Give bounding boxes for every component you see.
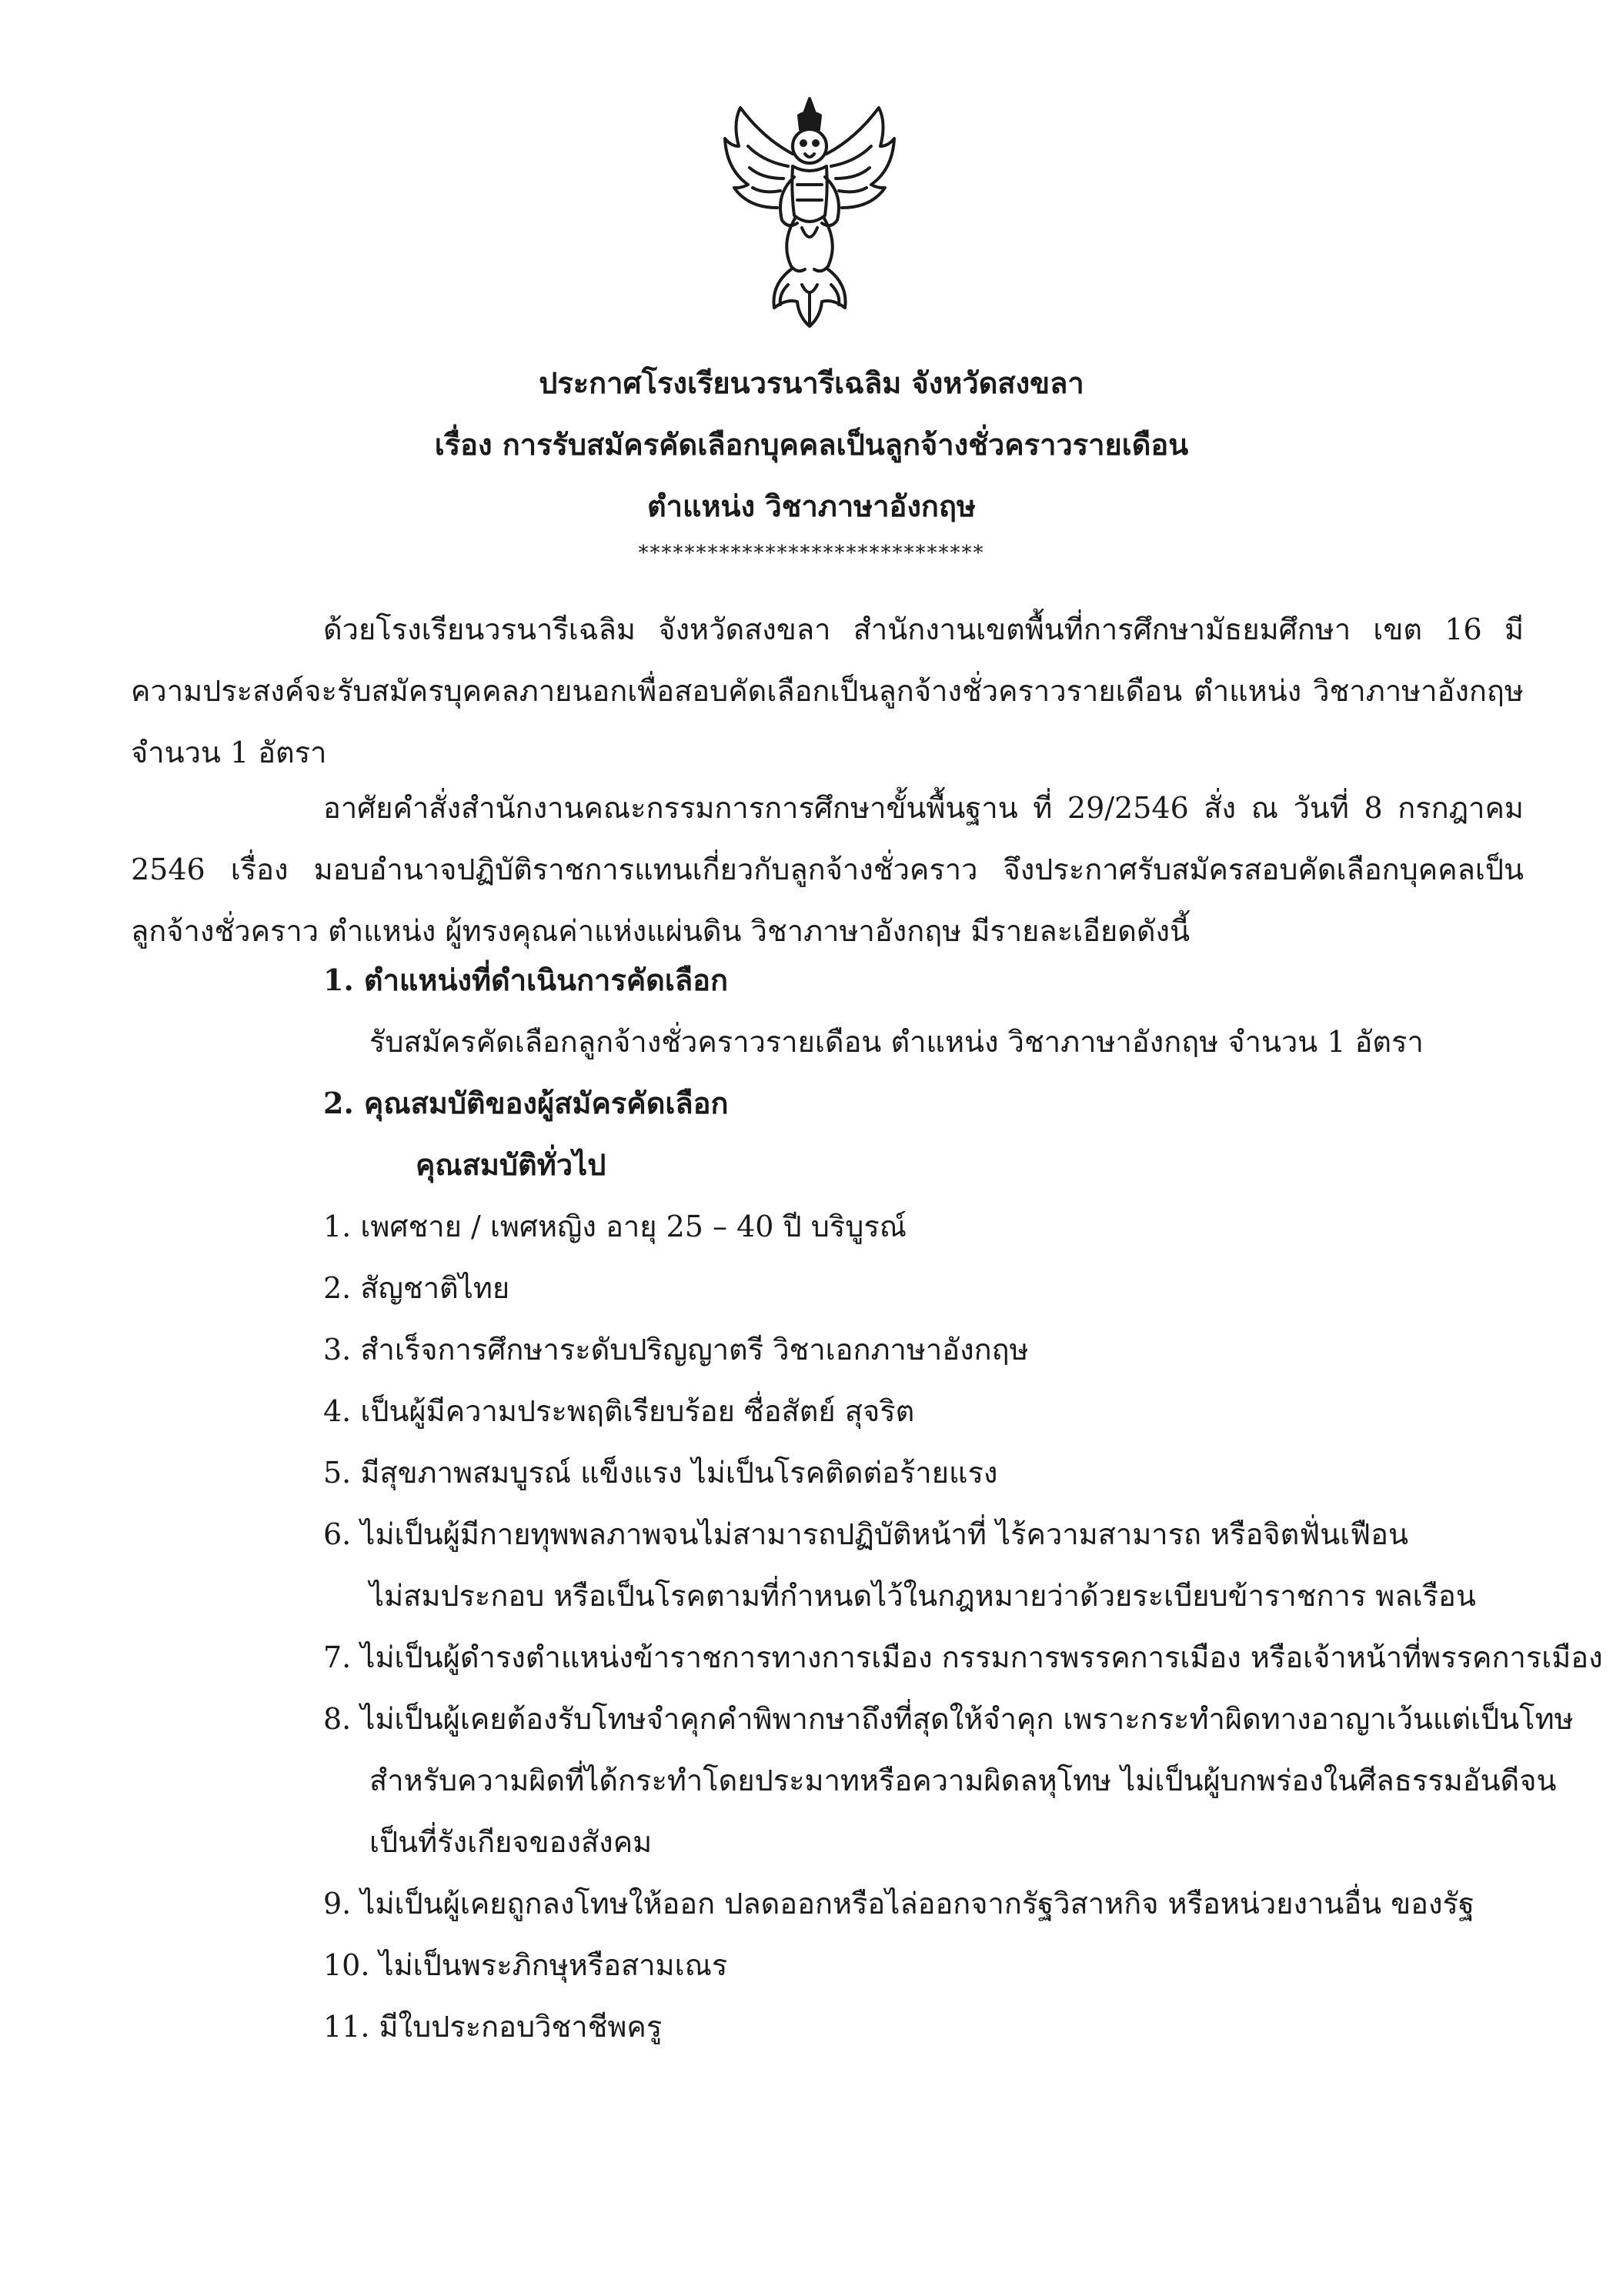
section-2-subtitle: คุณสมบัติทั่วไป	[416, 1147, 606, 1182]
list-item-continuation: เป็นที่รังเกียจของสังคม	[369, 1825, 653, 1859]
announcement-subject: เรื่อง การรับสมัครคัดเลือกบุคคลเป็นลูกจ้างชั่วคราวรายเดือน	[434, 427, 1189, 462]
list-item: 9. ไม่เป็นผู้เคยถูกลงโทษให้ออก ปลดออกหรือไล่ออกจากรัฐวิสาหกิจ หรือหน่วยงานอื่น ของรัฐ	[323, 1887, 1474, 1921]
section-1-title: 1. ตำแหน่งที่ดำเนินการคัดเลือก	[323, 963, 728, 997]
announcement-title: ประกาศโรงเรียนวรนารีเฉลิม จังหวัดสงขลา	[539, 365, 1084, 400]
garuda-emblem-icon	[717, 92, 902, 339]
list-item: 6. ไม่เป็นผู้มีกายทุพพลภาพจนไม่สามารถปฏิบัติหน้าที่ ไร้ความสามารถ หรือจิตฟั่นเฟือน	[323, 1517, 1408, 1551]
list-item: 10. ไม่เป็นพระภิกษุหรือสามเณร	[323, 1948, 728, 1982]
authority-paragraph: อาศัยคำสั่งสำนักงานคณะกรรมการการศึกษาขั้นพื้นฐาน ที่ 29/2546 สั่ง ณ วันที่ 8 กรกฎาคม 2546 เรื่อง มอบอำนาจปฏิบัติราชการแทนเกี่ยวกับลูกจ้างชั่วคราว จึงประกาศรับสมัครสอบคัดเลือกบุคคลเป็นลูกจ้างชั่วคราว ตำแหน่ง ผู้ทรงคุณค่าแห่งแผ่นดิน วิชาภาษาอังกฤษ มีรายละเอียดดังนี้	[131, 791, 1524, 948]
list-item: 2. สัญชาติไทย	[323, 1271, 510, 1305]
section-1-text: รับสมัครคัดเลือกลูกจ้างชั่วคราวรายเดือน ตำแหน่ง วิชาภาษาอังกฤษ จำนวน 1 อัตรา	[369, 1025, 1424, 1059]
list-item: 7. ไม่เป็นผู้ดำรงตำแหน่งข้าราชการทางการเมือง กรรมการพรรคการเมือง หรือเจ้าหน้าที่พรรคการเมือง	[323, 1640, 1603, 1674]
list-item: 3. สำเร็จการศึกษาระดับปริญญาตรี วิชาเอกภาษาอังกฤษ	[323, 1333, 1029, 1367]
intro-paragraph: ด้วยโรงเรียนวรนารีเฉลิม จังหวัดสงขลา สำนักงานเขตพื้นที่การศึกษามัธยมศึกษา เขต 16 มีความประสงค์จะรับสมัครบุคคลภายนอกเพื่อสอบคัดเลือกเป็นลูกจ้างชั่วคราวรายเดือน ตำแหน่ง วิชาภาษาอังกฤษ จำนวน 1 อัตรา	[131, 612, 1524, 769]
list-item-continuation: ไม่สมประกอบ หรือเป็นโรคตามที่กำหนดไว้ในกฎหมายว่าด้วยระเบียบข้าราชการ พลเรือน	[369, 1579, 1476, 1613]
list-item: 4. เป็นผู้มีความประพฤติเรียบร้อย ซื่อสัตย์ สุจริต	[323, 1394, 915, 1428]
list-item: 1. เพศชาย / เพศหญิง อายุ 25 – 40 ปี บริบูรณ์	[323, 1210, 907, 1243]
list-item: 5. มีสุขภาพสมบูรณ์ แข็งแรง ไม่เป็นโรคติดต่อร้ายแรง	[323, 1456, 998, 1490]
announcement-position: ตำแหน่ง วิชาภาษาอังกฤษ	[647, 489, 976, 523]
section-2-title: 2. คุณสมบัติของผู้สมัครคัดเลือก	[323, 1086, 729, 1120]
divider-stars: ******************************	[638, 542, 985, 565]
list-item: 11. มีใบประกอบวิชาชีพครู	[323, 2010, 663, 2044]
list-item-continuation: สำหรับความผิดที่ได้กระทำโดยประมาทหรือความผิดลหุโทษ ไม่เป็นผู้บกพร่องในศีลธรรมอันดีจน	[369, 1764, 1557, 1797]
list-item: 8. ไม่เป็นผู้เคยต้องรับโทษจำคุกคำพิพากษาถึงที่สุดให้จำคุก เพราะกระทำผิดทางอาญาเว้นแต่เป็นโทษ	[323, 1702, 1574, 1736]
